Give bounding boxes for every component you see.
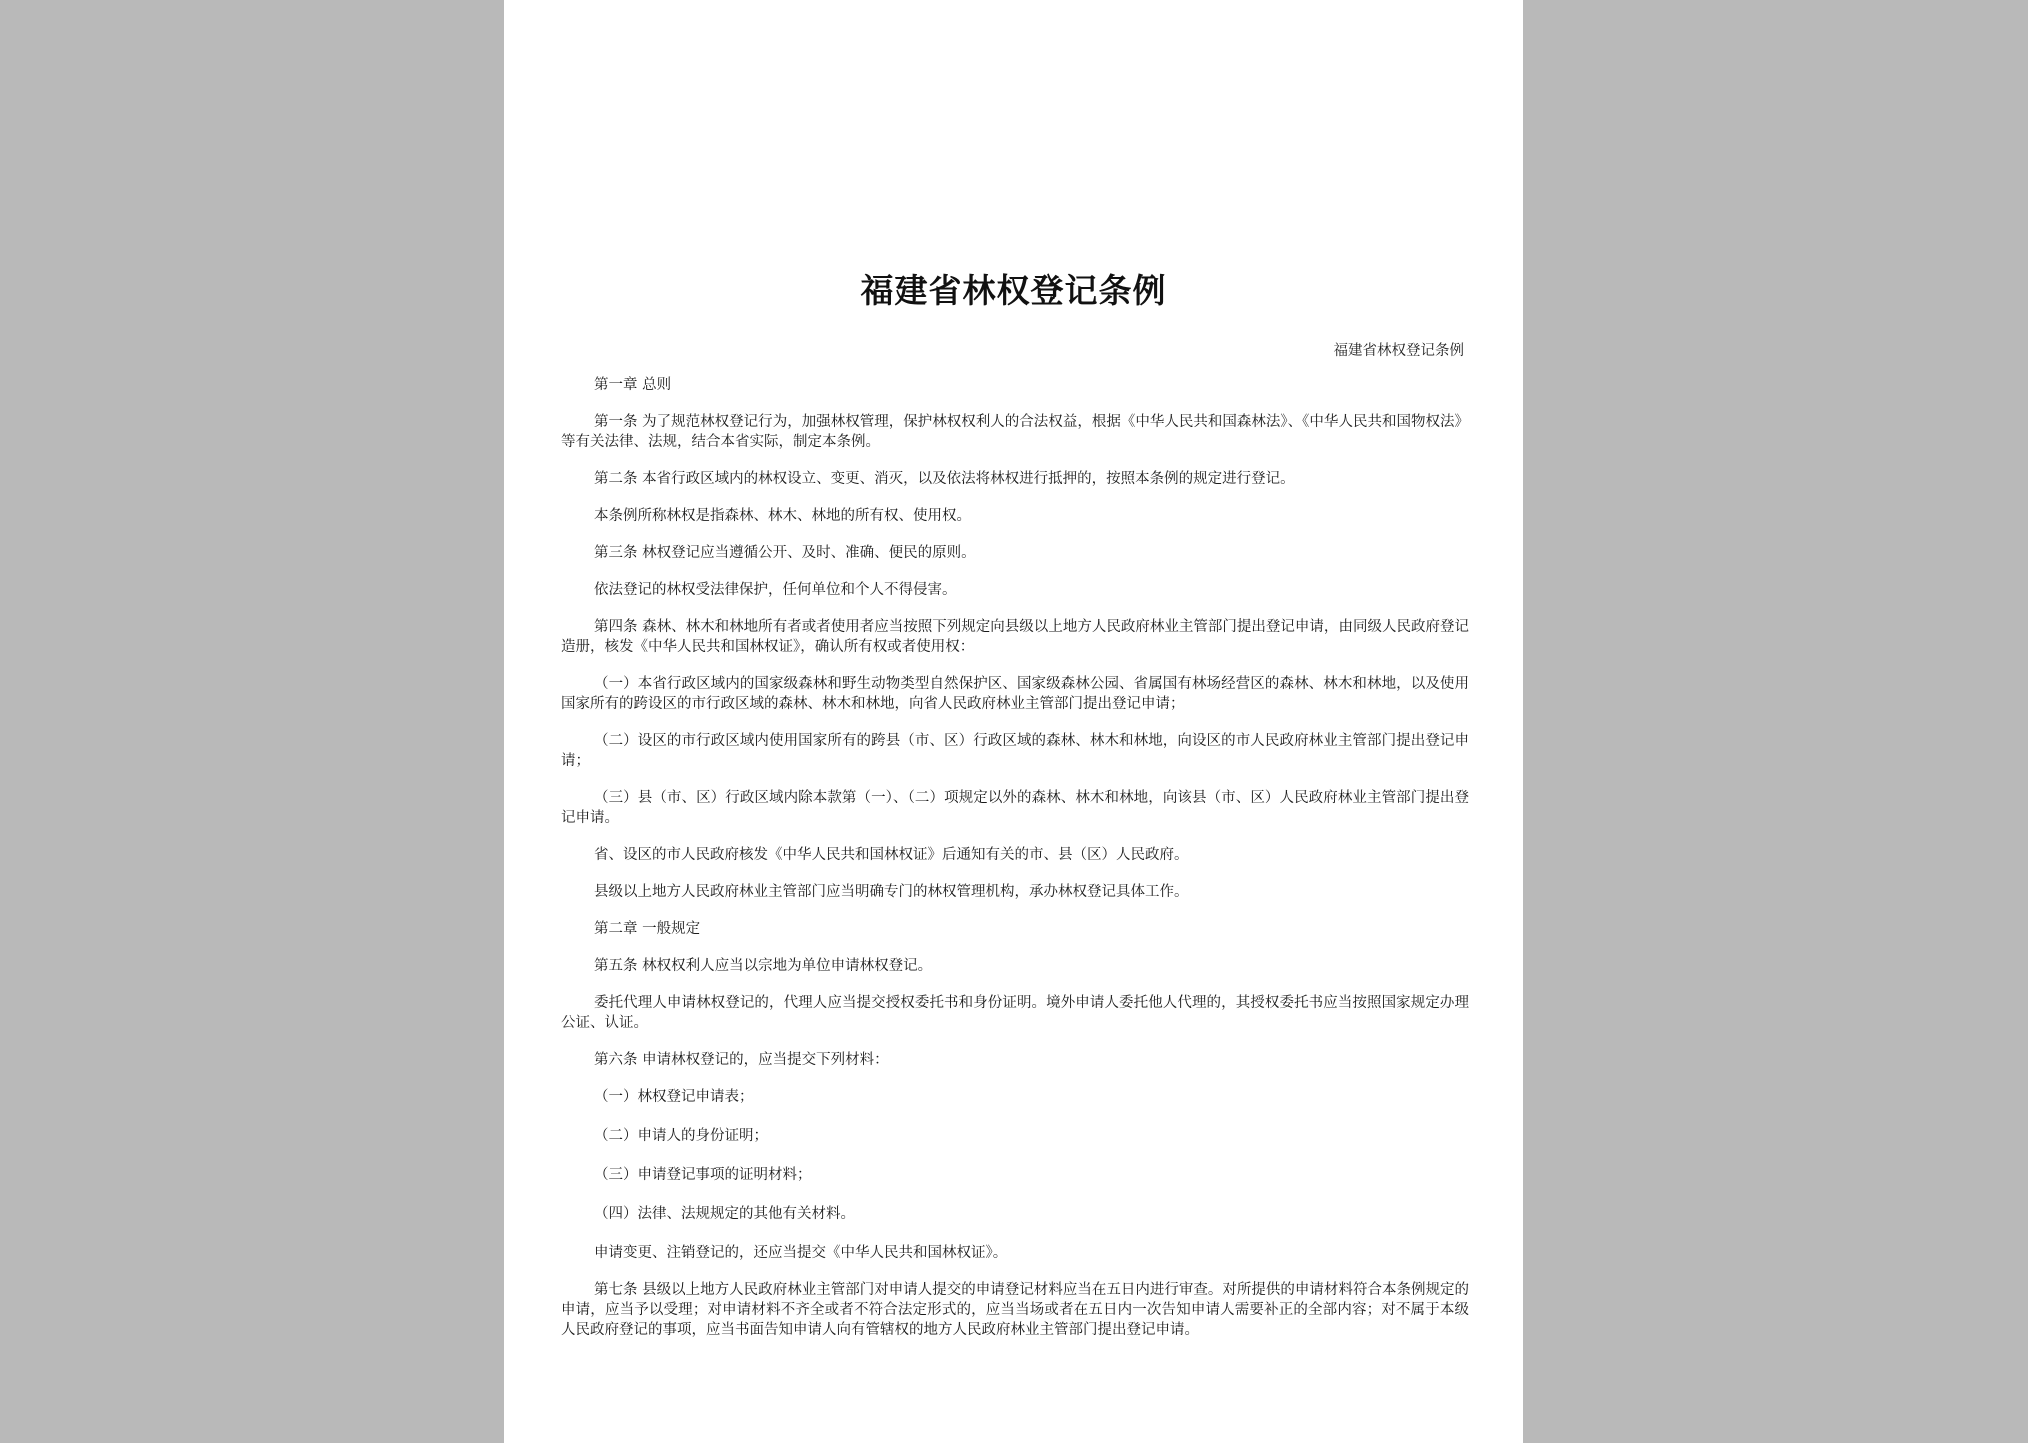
document-title: 福建省林权登记条例 <box>860 271 1167 310</box>
article-item: （二）申请人的身份证明； <box>594 1128 768 1144</box>
article-paragraph: 县级以上地方人民政府林业主管部门应当明确专门的林权管理机构，承办林权登记具体工作。 <box>594 884 1189 900</box>
article-item: （四）法律、法规规定的其他有关材料。 <box>594 1206 855 1222</box>
article-paragraph: 第五条 林权权利人应当以宗地为单位申请林权登记。 <box>594 958 933 974</box>
article-paragraph: 申请变更、注销登记的，还应当提交《中华人民共和国林权证》。 <box>594 1245 1008 1261</box>
article-paragraph: 省、设区的市人民政府核发《中华人民共和国林权证》后通知有关的市、县（区）人民政府。 <box>594 847 1189 863</box>
article-paragraph: 第四条 森林、林木和林地所有者或者使用者应当按照下列规定向县级以上地方人民政府林业主管部门提出登记申请，由同级人民政府登记造册，核发《中华人民共和国林权证》，确认所有权或者使用权： <box>561 619 1469 655</box>
article-item: （一）本省行政区域内的国家级森林和野生动物类型自然保护区、国家级森林公园、省属国有林场经营区的森林、林木和林地，以及使用国家所有的跨设区的市行政区域的森林、林木和林地，向省人民政府林业主管部门提出登记申请； <box>561 676 1469 712</box>
article-paragraph: 本条例所称林权是指森林、林木、林地的所有权、使用权。 <box>594 508 971 524</box>
article-item: （一）林权登记申请表； <box>594 1089 754 1105</box>
article-item: （二）设区的市行政区域内使用国家所有的跨县（市、区）行政区域的森林、林木和林地，向设区的市人民政府林业主管部门提出登记申请； <box>561 733 1469 769</box>
article-item: （三）县（市、区）行政区域内除本款第（一）、（二）项规定以外的森林、林木和林地，向该县（市、区）人民政府林业主管部门提出登记申请。 <box>561 790 1469 826</box>
article-paragraph: 第七条 县级以上地方人民政府林业主管部门对申请人提交的申请登记材料应当在五日内进行审查。对所提供的申请材料符合本条例规定的申请，应当予以受理；对申请材料不齐全或者不符合法定形式的，应当当场或者在五日内一次告知申请人需要补正的全部内容；对不属于本级人民政府登记的事项，应当书面告知申请人向有管辖权的地方人民政府林业主管部门提出登记申请。 <box>561 1282 1469 1338</box>
article-paragraph: 依法登记的林权受法律保护，任何单位和个人不得侵害。 <box>594 582 957 598</box>
article-paragraph: 第一条 为了规范林权登记行为，加强林权管理，保护林权权利人的合法权益，根据《中华人民共和国森林法》、《中华人民共和国物权法》等有关法律、法规，结合本省实际，制定本条例。 <box>561 414 1469 450</box>
article-paragraph: 第二条 本省行政区域内的林权设立、变更、消灭，以及依法将林权进行抵押的，按照本条例的规定进行登记。 <box>594 471 1295 487</box>
chapter-heading: 第二章 一般规定 <box>594 921 701 937</box>
document-subtitle: 福建省林权登记条例 <box>1333 343 1464 359</box>
document-page <box>504 0 1523 1443</box>
chapter-heading: 第一章 总则 <box>594 377 672 393</box>
document-body <box>561 375 1469 1357</box>
article-paragraph: 第六条 申请林权登记的，应当提交下列材料： <box>594 1052 889 1068</box>
article-item: （三）申请登记事项的证明材料； <box>594 1167 812 1183</box>
article-paragraph: 委托代理人申请林权登记的，代理人应当提交授权委托书和身份证明。境外申请人委托他人代理的，其授权委托书应当按照国家规定办理公证、认证。 <box>561 995 1469 1031</box>
article-paragraph: 第三条 林权登记应当遵循公开、及时、准确、便民的原则。 <box>594 545 976 561</box>
